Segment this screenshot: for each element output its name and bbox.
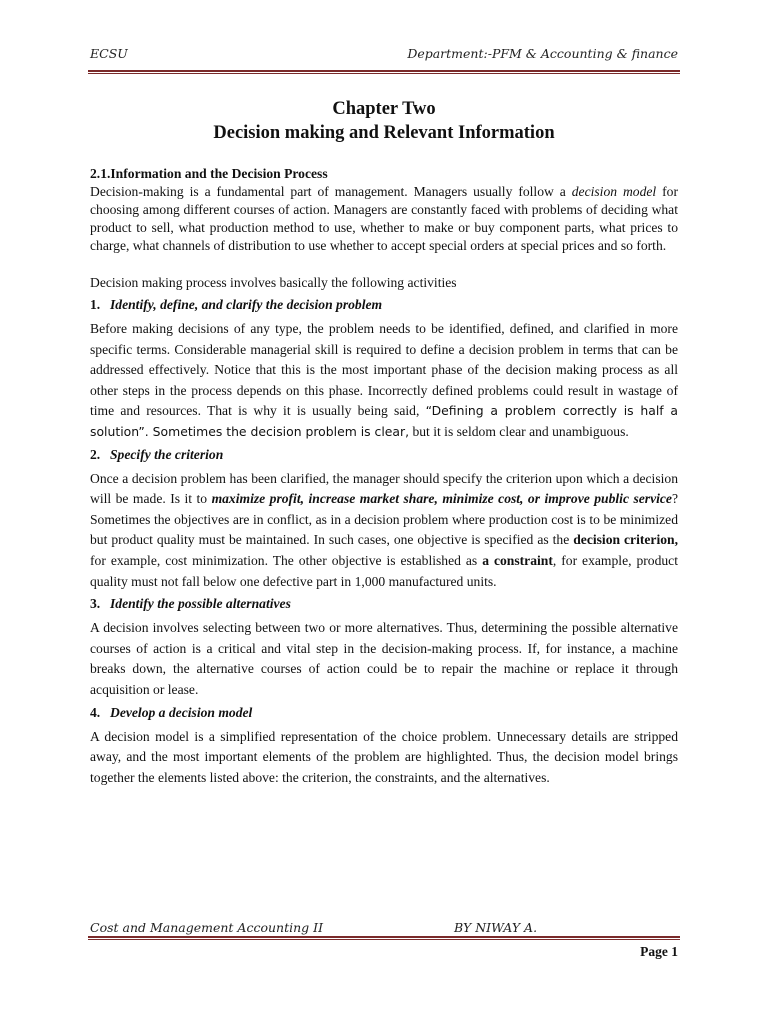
header-institution: ECSU <box>90 46 128 61</box>
step-3-text: A decision involves selecting between two or more alternatives. Thus, determining the possible alternative courses of action is a critical and vital step in the decision-making process. If, for instance, a machine breaks down, the alternative courses of action could be to repair the machine or replace it through acquisition or lease. <box>90 620 678 697</box>
header-department: Department:-PFM & Accounting & finance <box>407 46 678 61</box>
document-body <box>90 165 678 788</box>
step-title: Identify, define, and clarify the decision problem <box>110 297 383 312</box>
step-number: 2. <box>90 446 101 462</box>
header-rule-thin <box>88 73 680 74</box>
step-3-heading <box>90 594 678 614</box>
step-title: Develop a decision model <box>110 704 253 720</box>
step-1-text-b: but it is seldom clear and unambiguous. <box>409 423 629 439</box>
step-1-text-a: Before making decisions of any type, the problem needs to be identified, defined, and clarified in more specific terms. Considerable managerial skill is required to define a decision problem in terms that can be addressed effectively. Notice that this is the most important phase of the decision making process as all other steps in the process depends on this phase. Incorrectly defined problems could result in wastage of time and resources. That is why it is usually being said, <box>90 321 678 419</box>
chapter-title <box>90 97 678 145</box>
step-4-heading <box>90 703 678 723</box>
process-lead: Decision making process involves basically the following activities <box>90 275 457 290</box>
header-rule <box>88 70 680 72</box>
step-number: 1. <box>90 297 101 312</box>
step-2-text-b: ? Sometimes the objectives are in conflict, as in a decision problem where production cost is to be minimized but product quality must be maintained. In such cases, one objective is specified as the <box>90 491 678 548</box>
footer-author: BY NIWAY A. <box>454 920 538 935</box>
step-number: 4. <box>90 704 101 720</box>
step-4-text: A decision model is a simplified representation of the choice problem. Unnecessary details are stripped away, and the most important elements of the problem are highlighted. Thus, the decision model brings together the elements listed above: the criterion, the constraints, and the alternatives. <box>90 728 678 785</box>
step-1-text <box>90 319 678 443</box>
step-2-text-a: Once a decision problem has been clarified, the manager should specify the criterion upon which a decision will be made. Is it to <box>90 470 678 507</box>
step-2-text <box>90 469 678 593</box>
step-2-text-d: , for example, product quality must not fall below one defective part in 1,000 manufactured units. <box>90 552 678 589</box>
page-header <box>90 46 678 66</box>
step-2-emphasis: maximize profit, increase market share, minimize cost, or improve public service <box>211 491 672 507</box>
footer-course: Cost and Management Accounting II <box>90 920 324 935</box>
step-1-quote: “Defining a problem correctly is half a solution”. Sometimes the decision problem is clear, <box>90 403 678 439</box>
chapter-name: Decision making and Relevant Information <box>213 123 555 143</box>
intro-text: Decision-making is a fundamental part of management. Managers usually follow a <box>90 184 572 199</box>
section-intro <box>90 183 678 255</box>
intro-emphasis: decision model <box>571 184 657 199</box>
step-title: Identify the possible alternatives <box>110 596 291 612</box>
step-2-text-c: for example, cost minimization. The other objective is established as <box>90 552 483 568</box>
footer-rule <box>88 936 680 938</box>
step-2-heading <box>90 445 678 465</box>
page-footer <box>90 920 678 936</box>
step-number: 3. <box>90 596 101 612</box>
chapter-number: Chapter Two <box>332 99 436 119</box>
page-number: Page 1 <box>640 944 678 959</box>
step-2-constraint: a constraint <box>482 552 553 568</box>
footer-rule-thin <box>88 939 680 940</box>
step-2-criterion: decision criterion, <box>573 532 678 548</box>
intro-text-cont: for choosing among different courses of action. Managers are constantly faced with problems of deciding what product to sell, what production method to use, whether to make or buy component parts, what prices to charge, what channels of distribution to use whether to accept special orders at special prices and so forth. <box>90 184 678 253</box>
step-title: Specify the criterion <box>110 446 224 462</box>
section-heading: 2.1.Information and the Decision Process <box>90 166 328 181</box>
step-1-heading <box>90 295 678 315</box>
